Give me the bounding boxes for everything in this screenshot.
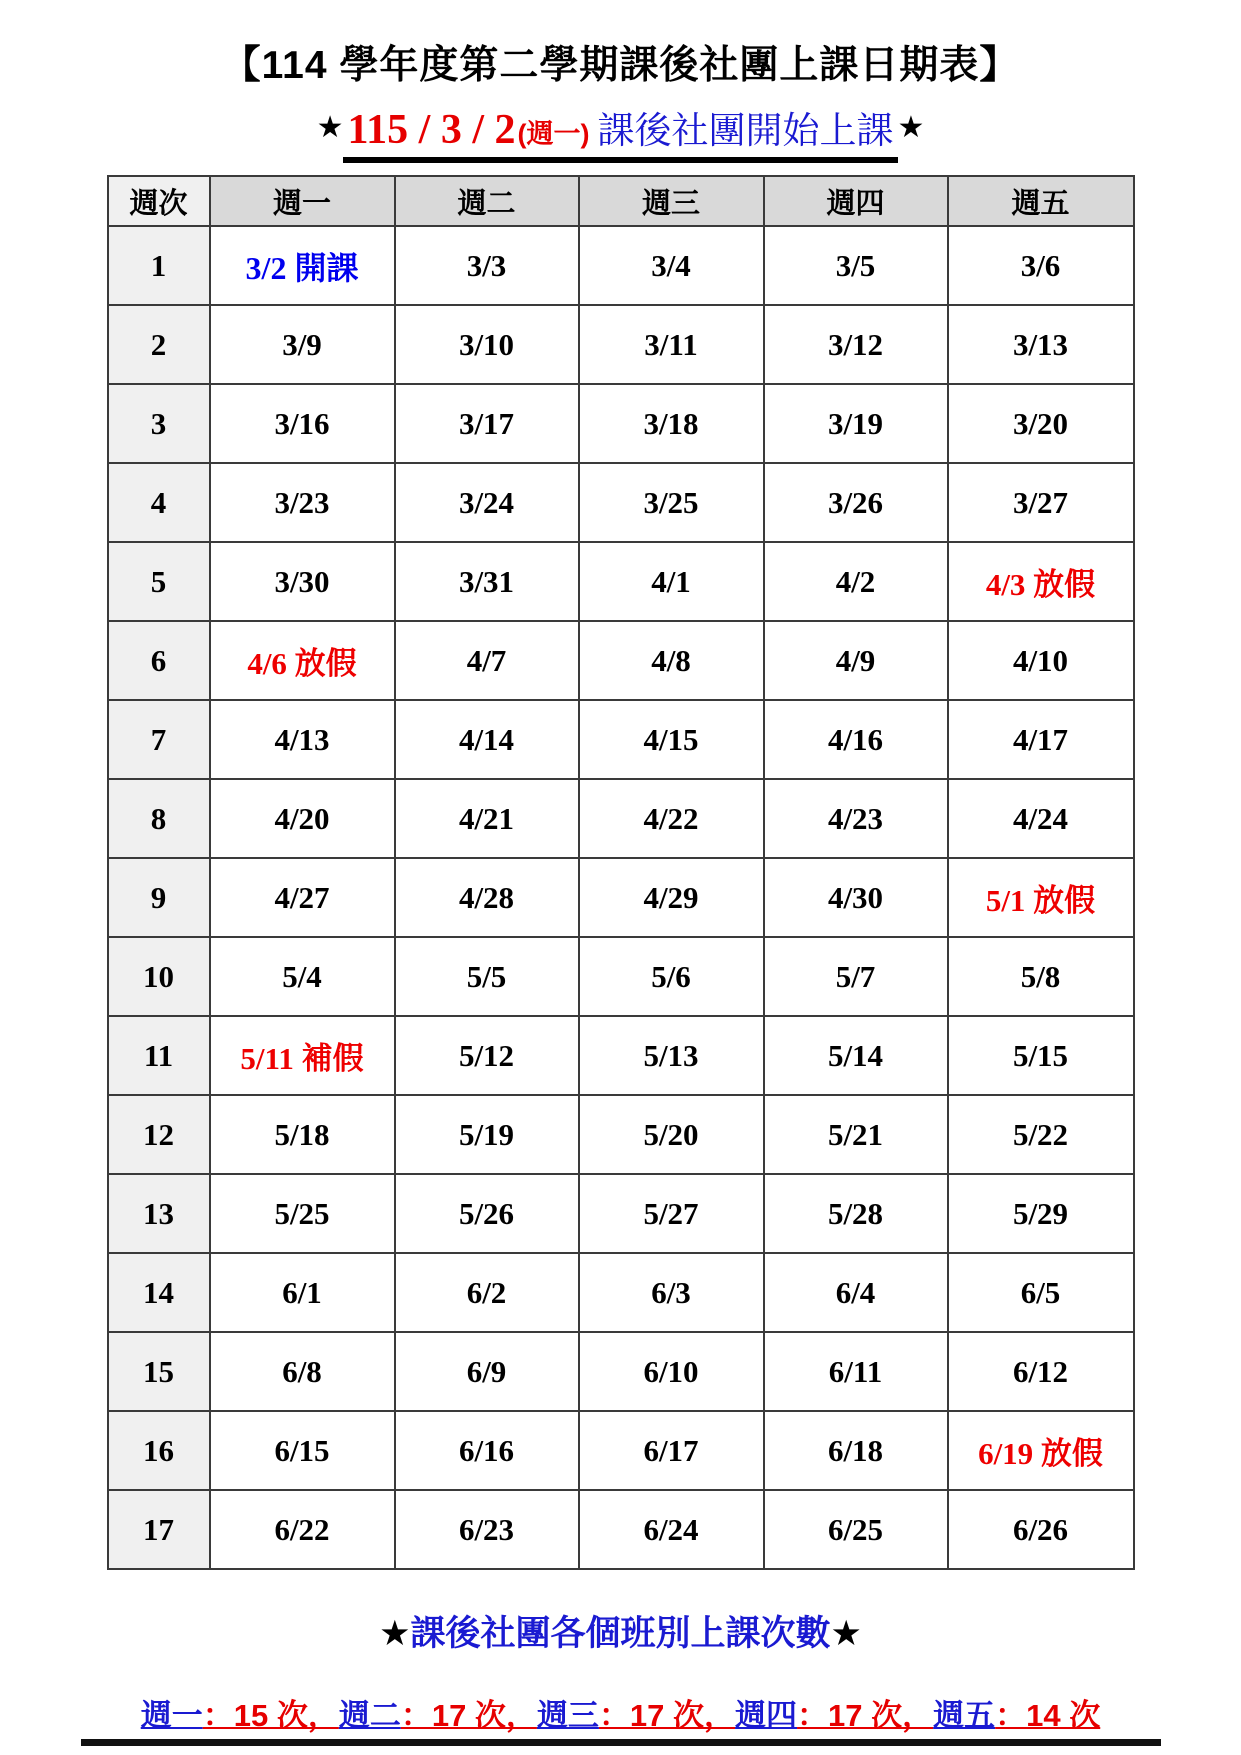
date-cell-special: 3/2 開課 bbox=[210, 226, 395, 305]
date-cell: 5/13 bbox=[579, 1016, 764, 1095]
table-header-row bbox=[108, 176, 1134, 226]
date-cell: 3/3 bbox=[395, 226, 579, 305]
date-cell: 5/5 bbox=[395, 937, 579, 1016]
date-cell: 4/21 bbox=[395, 779, 579, 858]
date-cell: 6/10 bbox=[579, 1332, 764, 1411]
subtitle-underlined-text bbox=[343, 100, 897, 163]
star-icon: ★ bbox=[379, 1614, 411, 1653]
date-cell: 4/8 bbox=[579, 621, 764, 700]
date-cell: 4/30 bbox=[764, 858, 948, 937]
table-row bbox=[108, 937, 1134, 1016]
date-cell: 6/26 bbox=[948, 1490, 1134, 1569]
date-cell: 5/26 bbox=[395, 1174, 579, 1253]
date-cell: 5/6 bbox=[579, 937, 764, 1016]
date-cell: 6/18 bbox=[764, 1411, 948, 1490]
week-number-cell: 7 bbox=[108, 700, 210, 779]
class-count-summary bbox=[81, 1690, 1161, 1746]
table-row bbox=[108, 858, 1134, 937]
date-cell: 3/25 bbox=[579, 463, 764, 542]
date-cell: 4/7 bbox=[395, 621, 579, 700]
date-cell: 6/8 bbox=[210, 1332, 395, 1411]
date-cell-special: 6/19 放假 bbox=[948, 1411, 1134, 1490]
date-cell: 5/8 bbox=[948, 937, 1134, 1016]
footer-heading-text: 課後社團各個班別上課次數 bbox=[410, 1614, 831, 1653]
week-number-cell: 1 bbox=[108, 226, 210, 305]
table-row bbox=[108, 1016, 1134, 1095]
week-number-cell: 17 bbox=[108, 1490, 210, 1569]
table-row bbox=[108, 1095, 1134, 1174]
date-cell: 5/21 bbox=[764, 1095, 948, 1174]
date-cell: 3/9 bbox=[210, 305, 395, 384]
date-cell: 3/10 bbox=[395, 305, 579, 384]
date-cell: 3/11 bbox=[579, 305, 764, 384]
date-cell: 6/22 bbox=[210, 1490, 395, 1569]
table-row bbox=[108, 1411, 1134, 1490]
date-cell: 4/20 bbox=[210, 779, 395, 858]
date-cell: 4/16 bbox=[764, 700, 948, 779]
date-cell: 4/23 bbox=[764, 779, 948, 858]
star-icon: ★ bbox=[316, 111, 344, 144]
count-segment: ：17 次， bbox=[598, 1698, 736, 1733]
date-cell: 3/6 bbox=[948, 226, 1134, 305]
date-cell: 6/9 bbox=[395, 1332, 579, 1411]
date-cell-special: 5/1 放假 bbox=[948, 858, 1134, 937]
footer-heading bbox=[0, 1606, 1241, 1656]
date-cell: 6/4 bbox=[764, 1253, 948, 1332]
date-cell: 3/27 bbox=[948, 463, 1134, 542]
week-number-cell: 16 bbox=[108, 1411, 210, 1490]
date-cell: 4/28 bbox=[395, 858, 579, 937]
date-cell: 4/29 bbox=[579, 858, 764, 937]
table-row bbox=[108, 226, 1134, 305]
date-cell: 3/12 bbox=[764, 305, 948, 384]
date-cell: 4/14 bbox=[395, 700, 579, 779]
date-cell: 6/24 bbox=[579, 1490, 764, 1569]
date-cell: 3/20 bbox=[948, 384, 1134, 463]
date-cell: 3/23 bbox=[210, 463, 395, 542]
week-number-cell: 15 bbox=[108, 1332, 210, 1411]
star-icon: ★ bbox=[897, 111, 925, 144]
date-cell: 5/12 bbox=[395, 1016, 579, 1095]
table-row bbox=[108, 779, 1134, 858]
page-title: 【114 學年度第二學期課後社團上課日期表】 bbox=[221, 44, 1020, 87]
table-row bbox=[108, 384, 1134, 463]
table-row bbox=[108, 1332, 1134, 1411]
date-cell: 6/11 bbox=[764, 1332, 948, 1411]
table-row bbox=[108, 1174, 1134, 1253]
table-row bbox=[108, 700, 1134, 779]
table-row bbox=[108, 621, 1134, 700]
date-cell: 4/13 bbox=[210, 700, 395, 779]
table-row bbox=[108, 305, 1134, 384]
date-cell: 5/7 bbox=[764, 937, 948, 1016]
date-cell: 3/31 bbox=[395, 542, 579, 621]
week-number-cell: 14 bbox=[108, 1253, 210, 1332]
date-cell: 3/18 bbox=[579, 384, 764, 463]
count-segment: 週二 bbox=[338, 1698, 401, 1733]
date-cell: 6/23 bbox=[395, 1490, 579, 1569]
count-segment: 週三 bbox=[536, 1698, 599, 1733]
date-cell: 4/27 bbox=[210, 858, 395, 937]
date-cell: 4/15 bbox=[579, 700, 764, 779]
date-cell-special: 4/3 放假 bbox=[948, 542, 1134, 621]
date-cell: 5/22 bbox=[948, 1095, 1134, 1174]
date-cell: 6/12 bbox=[948, 1332, 1134, 1411]
date-cell: 5/18 bbox=[210, 1095, 395, 1174]
table-row bbox=[108, 542, 1134, 621]
date-cell: 4/22 bbox=[579, 779, 764, 858]
date-cell: 3/4 bbox=[579, 226, 764, 305]
count-segment: 週四 bbox=[735, 1698, 798, 1733]
date-cell: 3/13 bbox=[948, 305, 1134, 384]
week-number-cell: 6 bbox=[108, 621, 210, 700]
date-cell: 6/5 bbox=[948, 1253, 1134, 1332]
date-cell: 5/19 bbox=[395, 1095, 579, 1174]
table-row bbox=[108, 463, 1134, 542]
date-cell: 5/4 bbox=[210, 937, 395, 1016]
header-day: 週三 bbox=[579, 176, 764, 226]
date-cell: 3/17 bbox=[395, 384, 579, 463]
date-cell: 3/5 bbox=[764, 226, 948, 305]
date-cell: 5/27 bbox=[579, 1174, 764, 1253]
count-segment: ：14 次 bbox=[995, 1698, 1101, 1733]
date-cell: 3/30 bbox=[210, 542, 395, 621]
date-cell: 6/1 bbox=[210, 1253, 395, 1332]
week-number-cell: 8 bbox=[108, 779, 210, 858]
start-announcement: 課後社團開始上課 bbox=[597, 110, 894, 151]
date-cell: 3/16 bbox=[210, 384, 395, 463]
count-segment: 週五 bbox=[933, 1698, 996, 1733]
date-cell: 4/2 bbox=[764, 542, 948, 621]
count-segment: ：15 次， bbox=[202, 1698, 339, 1733]
week-number-cell: 2 bbox=[108, 305, 210, 384]
date-cell-special: 5/11 補假 bbox=[210, 1016, 395, 1095]
date-cell: 5/14 bbox=[764, 1016, 948, 1095]
count-segment: ：17 次， bbox=[797, 1698, 934, 1733]
date-cell: 4/9 bbox=[764, 621, 948, 700]
date-cell: 4/10 bbox=[948, 621, 1134, 700]
date-cell: 4/1 bbox=[579, 542, 764, 621]
date-cell-special: 4/6 放假 bbox=[210, 621, 395, 700]
week-number-cell: 11 bbox=[108, 1016, 210, 1095]
date-cell: 4/24 bbox=[948, 779, 1134, 858]
week-number-cell: 12 bbox=[108, 1095, 210, 1174]
date-cell: 5/25 bbox=[210, 1174, 395, 1253]
table-row bbox=[108, 1490, 1134, 1569]
date-cell: 6/2 bbox=[395, 1253, 579, 1332]
start-weekday-note: (週一) bbox=[517, 119, 590, 149]
header-day: 週一 bbox=[210, 176, 395, 226]
date-cell: 5/15 bbox=[948, 1016, 1134, 1095]
date-cell: 5/28 bbox=[764, 1174, 948, 1253]
date-cell: 6/25 bbox=[764, 1490, 948, 1569]
header-week-number: 週次 bbox=[108, 176, 210, 226]
date-cell: 3/19 bbox=[764, 384, 948, 463]
week-number-cell: 10 bbox=[108, 937, 210, 1016]
date-cell: 3/24 bbox=[395, 463, 579, 542]
date-cell: 5/29 bbox=[948, 1174, 1134, 1253]
date-cell: 6/17 bbox=[579, 1411, 764, 1490]
header-day: 週二 bbox=[395, 176, 579, 226]
week-number-cell: 9 bbox=[108, 858, 210, 937]
count-segment: 週一 bbox=[140, 1698, 203, 1733]
schedule-table bbox=[107, 175, 1135, 1570]
start-date: 115 / 3 / 2 bbox=[347, 107, 516, 153]
date-cell: 6/15 bbox=[210, 1411, 395, 1490]
date-cell: 4/17 bbox=[948, 700, 1134, 779]
date-cell: 3/26 bbox=[764, 463, 948, 542]
subtitle bbox=[0, 100, 1241, 163]
header-day: 週五 bbox=[948, 176, 1134, 226]
week-number-cell: 5 bbox=[108, 542, 210, 621]
date-cell: 6/3 bbox=[579, 1253, 764, 1332]
week-number-cell: 4 bbox=[108, 463, 210, 542]
header-day: 週四 bbox=[764, 176, 948, 226]
week-number-cell: 13 bbox=[108, 1174, 210, 1253]
date-cell: 5/20 bbox=[579, 1095, 764, 1174]
table-row bbox=[108, 1253, 1134, 1332]
date-cell: 6/16 bbox=[395, 1411, 579, 1490]
star-icon: ★ bbox=[830, 1614, 862, 1653]
week-number-cell: 3 bbox=[108, 384, 210, 463]
count-segment: ：17 次， bbox=[400, 1698, 537, 1733]
